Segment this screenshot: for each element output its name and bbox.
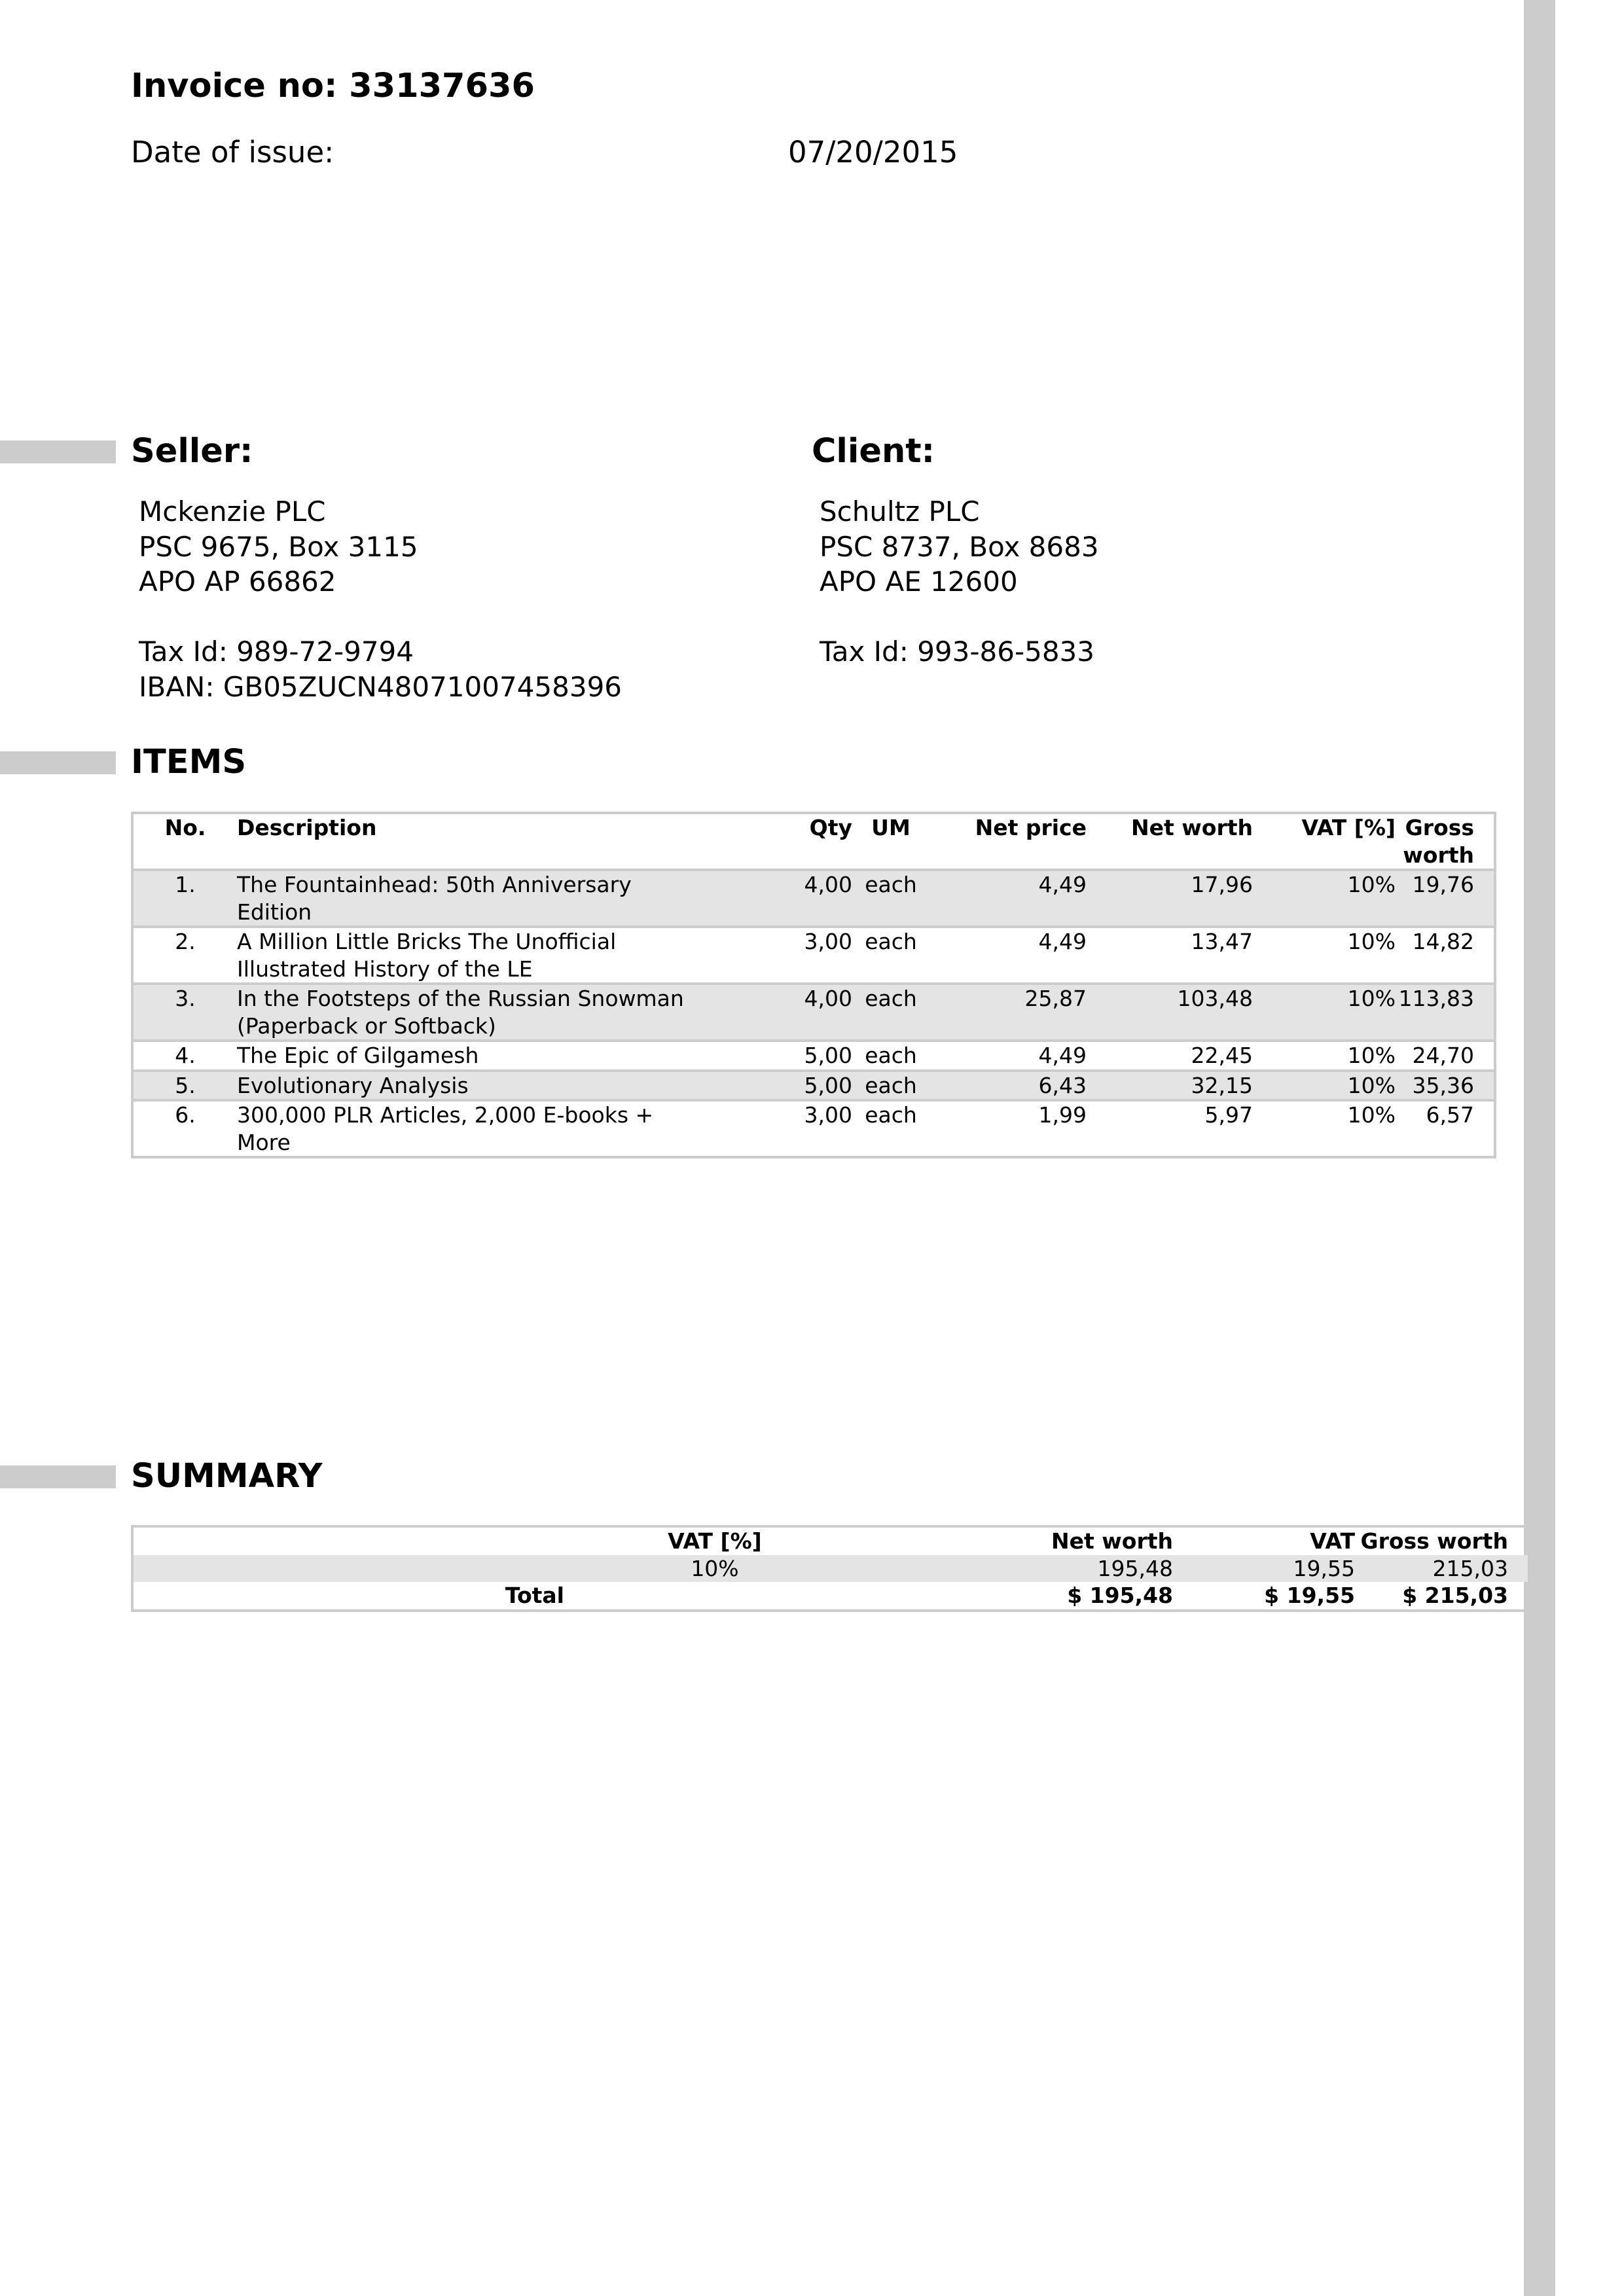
item-vat: 10% — [1347, 872, 1396, 897]
summary-net-worth-header: Net worth — [1051, 1528, 1173, 1554]
item-description: The Epic of Gilgamesh — [237, 1043, 479, 1068]
item-net-worth: 5,97 — [1204, 1102, 1253, 1128]
total-gross-worth: $ 215,03 — [1402, 1583, 1508, 1608]
item-net-price: 4,49 — [1038, 1043, 1087, 1068]
item-net-worth: 17,96 — [1191, 872, 1253, 897]
items-section-marker — [0, 751, 116, 774]
item-gross-worth: 19,76 — [1412, 872, 1474, 897]
summary-heading: SUMMARY — [131, 1457, 323, 1496]
summary-gross-worth-header: Gross worth — [1360, 1528, 1508, 1554]
seller-iban: IBAN: GB05ZUCN48071007458396 — [139, 670, 623, 703]
item-net-worth: 103,48 — [1177, 986, 1253, 1011]
col-qty-header: Qty — [809, 815, 852, 840]
client-name: Schultz PLC — [820, 495, 980, 528]
item-net-price: 4,49 — [1038, 929, 1087, 954]
summary-table — [131, 1525, 1530, 1612]
total-vat: $ 19,55 — [1264, 1583, 1355, 1608]
item-description: The Fountainhead: 50th Anniversary Edition — [237, 872, 632, 925]
client-address-line-2: APO AE 12600 — [820, 565, 1018, 598]
item-um: each — [865, 929, 917, 954]
item-vat: 10% — [1347, 1102, 1396, 1128]
item-no: 6. — [175, 1102, 196, 1128]
table-row — [132, 1100, 1495, 1157]
items-heading: ITEMS — [131, 743, 247, 781]
item-net-worth: 22,45 — [1191, 1043, 1253, 1068]
items-table — [131, 812, 1496, 1158]
item-gross-worth: 24,70 — [1412, 1043, 1474, 1068]
right-margin-bar — [1524, 0, 1555, 2296]
invoice-title: Invoice no: 33137636 — [131, 67, 535, 105]
item-no: 3. — [175, 986, 196, 1011]
item-description: A Million Little Bricks The Unofficial Illustrated History of the LE — [237, 929, 617, 982]
item-net-worth: 13,47 — [1191, 929, 1253, 954]
table-row — [132, 984, 1495, 1041]
item-net-price: 4,49 — [1038, 872, 1087, 897]
table-row — [132, 927, 1495, 984]
col-gross-worth-header: Gross worth — [1403, 815, 1474, 868]
item-no: 4. — [175, 1043, 196, 1068]
item-qty: 5,00 — [804, 1072, 852, 1098]
col-description-header: Description — [237, 815, 377, 840]
item-vat: 10% — [1347, 986, 1396, 1011]
item-qty: 4,00 — [804, 872, 852, 897]
item-um: each — [865, 986, 917, 1011]
table-row — [132, 1041, 1495, 1071]
client-heading: Client: — [812, 432, 935, 471]
item-net-price: 6,43 — [1038, 1072, 1087, 1098]
item-description: In the Footsteps of the Russian Snowman (Paperback or Softback) — [237, 986, 684, 1039]
summary-header-row — [132, 1526, 1529, 1555]
summary-vat: 19,55 — [1293, 1555, 1355, 1581]
item-no: 1. — [175, 872, 196, 897]
table-row — [132, 1071, 1495, 1101]
item-no: 2. — [175, 929, 196, 954]
item-gross-worth: 113,83 — [1398, 986, 1474, 1011]
item-vat: 10% — [1347, 1072, 1396, 1098]
item-qty: 3,00 — [804, 929, 852, 954]
seller-name: Mckenzie PLC — [139, 495, 326, 528]
seller-details — [139, 494, 622, 704]
client-details — [820, 494, 1099, 670]
summary-vat-header: VAT — [1310, 1528, 1355, 1554]
client-tax-id: Tax Id: 993-86-5833 — [820, 636, 1094, 668]
col-net-worth-header: Net worth — [1131, 815, 1253, 840]
table-row — [132, 870, 1495, 927]
item-gross-worth: 14,82 — [1412, 929, 1474, 954]
item-net-worth: 32,15 — [1191, 1072, 1253, 1098]
item-net-price: 1,99 — [1038, 1102, 1087, 1128]
col-no-header: No. — [164, 815, 206, 840]
item-um: each — [865, 872, 917, 897]
summary-vat-rate: 10% — [691, 1555, 739, 1581]
summary-vat-rate-header: VAT [%] — [668, 1528, 762, 1554]
seller-address-line-1: PSC 9675, Box 3115 — [139, 530, 418, 563]
date-of-issue-value: 07/20/2015 — [788, 135, 958, 170]
item-gross-worth: 6,57 — [1426, 1102, 1474, 1128]
summary-total-row — [132, 1582, 1529, 1611]
item-um: each — [865, 1102, 917, 1128]
seller-tax-id: Tax Id: 989-72-9794 — [139, 636, 414, 668]
total-label: Total — [505, 1583, 564, 1608]
summary-net-worth: 195,48 — [1097, 1555, 1173, 1581]
item-gross-worth: 35,36 — [1412, 1072, 1474, 1098]
seller-address-line-2: APO AP 66862 — [139, 565, 336, 598]
item-no: 5. — [175, 1072, 196, 1098]
item-qty: 4,00 — [804, 986, 852, 1011]
date-of-issue-label: Date of issue: — [131, 135, 334, 170]
item-net-price: 25,87 — [1024, 986, 1087, 1011]
total-net-worth: $ 195,48 — [1067, 1583, 1173, 1608]
summary-gross-worth: 215,03 — [1432, 1555, 1508, 1581]
col-um-header: UM — [871, 815, 911, 840]
item-vat: 10% — [1347, 1043, 1396, 1068]
client-address-line-1: PSC 8737, Box 8683 — [820, 530, 1099, 563]
seller-section-marker — [0, 440, 116, 463]
item-qty: 5,00 — [804, 1043, 852, 1068]
item-vat: 10% — [1347, 929, 1396, 954]
col-net-price-header: Net price — [975, 815, 1087, 840]
item-description: 300,000 PLR Articles, 2,000 E-books + More — [237, 1102, 654, 1155]
item-um: each — [865, 1043, 917, 1068]
item-qty: 3,00 — [804, 1102, 852, 1128]
item-description: Evolutionary Analysis — [237, 1072, 469, 1098]
col-vat-header: VAT [%] — [1301, 815, 1396, 840]
items-header-row — [132, 813, 1495, 870]
seller-heading: Seller: — [131, 432, 253, 471]
summary-rate-row — [132, 1555, 1529, 1583]
item-um: each — [865, 1072, 917, 1098]
summary-section-marker — [0, 1465, 116, 1488]
